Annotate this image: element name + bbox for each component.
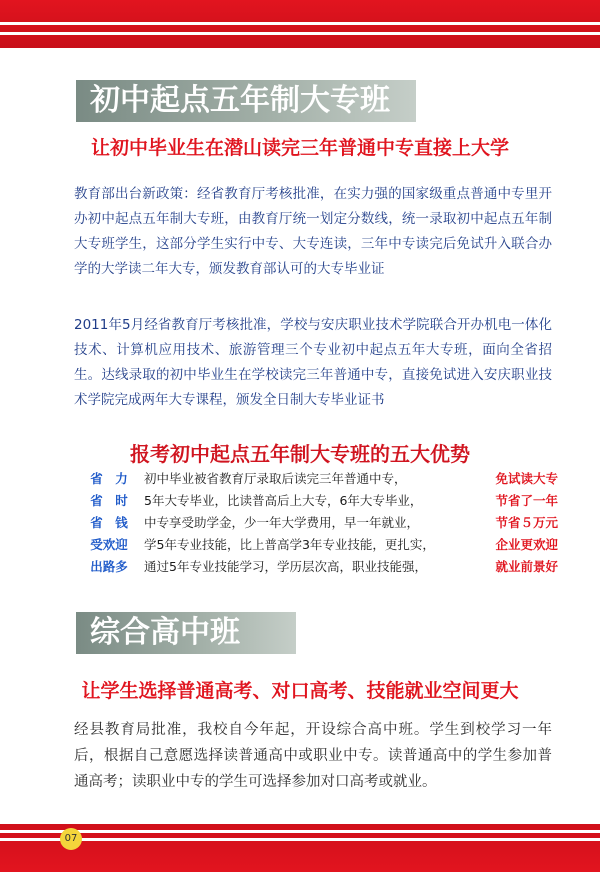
section-title-five-year: 初中起点五年制大专班 (76, 80, 416, 122)
comprehensive-paragraph: 经县教育局批准，我校自今年起，开设综合高中班。学生到校学习一年后，根据自己意愿选择读普通高中或职业中专。读普通高中的学生参加普通高考；读职业中专的学生可选择参加对口高考或就业。 (74, 722, 552, 790)
advantage-row (78, 556, 558, 578)
advantage-highlight: 企业更欢迎 (495, 537, 558, 552)
top-band-stripe (0, 32, 600, 35)
approval-paragraph: 2011年5月经省教育厅考核批准，学校与安庆职业技术学院联合开办机电一体化技术、计算机应用技术、旅游管理三个专业初中起点五年大专班，面向全省招生。达线录取的初中毕业生在学校读完三年普通中专，直接免试进入安庆职业技术学院完成两年大专课程，颁发全日制大专毕业证书 (74, 317, 552, 408)
advantage-desc: 中专享受助学金，少一年大学费用，早一年就业， (144, 515, 420, 530)
advantage-key: 出路多 (90, 559, 128, 574)
advantage-row (78, 490, 558, 512)
advantage-highlight: 免试读大专 (495, 471, 558, 486)
advantage-desc: 5年大专毕业，比读普高后上大专，6年大专毕业， (144, 493, 423, 508)
section-subtitle-comprehensive: 让学生选择普通高考、对口高考、技能就业空间更大 (81, 680, 519, 702)
advantage-row (78, 534, 558, 556)
top-red-band (0, 0, 600, 48)
bottom-band-stripe (0, 830, 600, 833)
advantage-highlight: 节省了一年 (495, 493, 558, 508)
bottom-band-stripe (0, 838, 600, 841)
page-number: 07 (60, 828, 82, 850)
advantage-row (78, 512, 558, 534)
advantage-row (78, 468, 558, 490)
policy-paragraph: 教育部出台新政策：经省教育厅考核批准，在实力强的国家级重点普通中专里开办初中起点五年制大专班，由教育厅统一划定分数线，统一录取初中起点五年制大专班学生，这部分学生实行中专、大专连读，三年中专读完后免试升入联合办学的大学读二年大专，颁发教育部认可的大专毕业证 (74, 186, 552, 277)
advantage-desc: 初中毕业被省教育厅录取后读完三年普通中专， (144, 471, 407, 486)
section-subtitle-five-year: 让初中毕业生在潜山读完三年普通中专直接上大学 (90, 137, 509, 159)
bottom-red-band (0, 824, 600, 872)
advantage-desc: 通过5年专业技能学习，学历层次高，职业技能强， (144, 559, 427, 574)
top-band-stripe (0, 22, 600, 25)
section-title-comprehensive: 综合高中班 (76, 612, 296, 654)
advantage-key: 受欢迎 (90, 537, 128, 552)
advantage-highlight: 就业前景好 (495, 559, 558, 574)
advantage-highlight: 节省５万元 (495, 515, 558, 530)
advantage-key: 省 时 (90, 493, 128, 508)
advantages-title: 报考初中起点五年制大专班的五大优势 (130, 442, 470, 466)
advantage-desc: 学5年专业技能，比上普高学3年专业技能，更扎实， (144, 537, 435, 552)
advantage-key: 省 力 (90, 471, 128, 486)
advantage-key: 省 钱 (90, 515, 128, 530)
